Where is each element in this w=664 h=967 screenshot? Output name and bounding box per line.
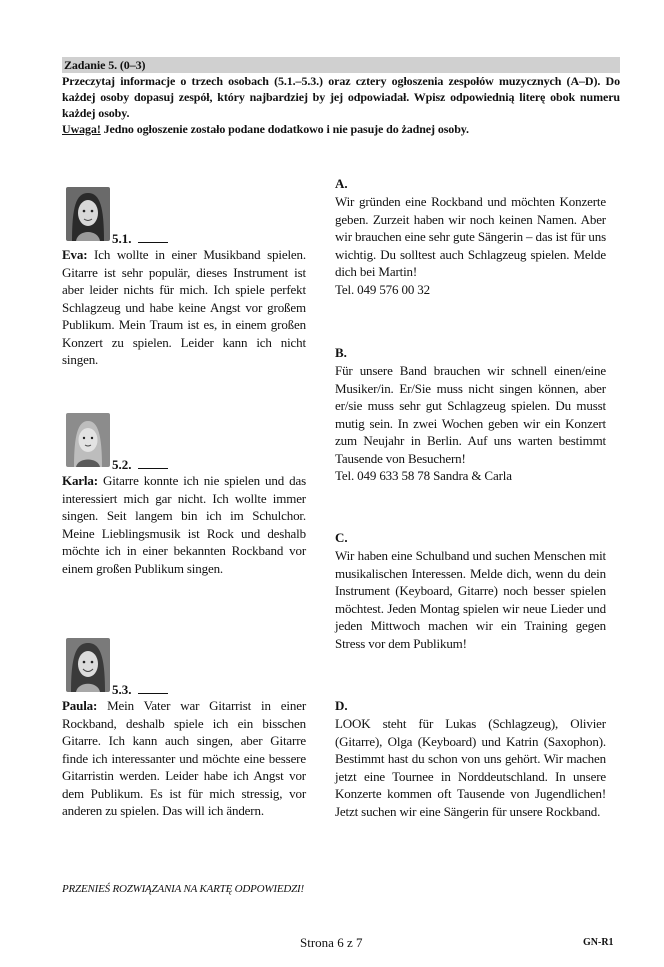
answer-blank[interactable]: [138, 683, 168, 694]
question-number: 5.2.: [112, 457, 132, 472]
paula-photo: [66, 638, 110, 692]
exam-code: GN-R1: [583, 937, 614, 948]
question-number: 5.1.: [112, 231, 132, 246]
page-number: Strona 6 z 7: [300, 935, 363, 950]
ad-d: [335, 715, 606, 820]
ad-letter-d: D.: [335, 698, 348, 713]
ad-text: Wir gründen eine Rockband und möchten Konzerte geben. Zurzeit haben wir noch keinen Namen. Aber wir brauchen eine sehr gute Sängerin – das ist für uns wichtig. Du solltest auch Schlagzeug spielen. Melde dich bei Martin!: [335, 194, 606, 279]
task-title: Zadanie 5. (0–3): [62, 57, 620, 73]
ad-phone: Tel. 049 576 00 32: [335, 281, 430, 297]
answer-slot-5-3[interactable]: [112, 682, 168, 698]
task-note: [62, 121, 620, 137]
note-label: Uwaga!: [62, 122, 101, 136]
person-description: Ich wollte in einer Musikband spielen. Gitarre ist sehr populär, dieses Instrument ist aber leider nichts für mich. Ich spiele perfekt Schlagzeug und habe keine Angst vor großem Publikum. Mein Traum ist es, in einem großen Konzert zu spielen. Leider kann ich nicht singen.: [62, 247, 306, 367]
answer-blank[interactable]: [138, 458, 168, 469]
answer-slot-5-1[interactable]: [112, 231, 168, 247]
person-name: Eva:: [62, 247, 88, 262]
ad-text: Wir haben eine Schulband und suchen Menschen mit musikalischen Interessen. Melde dich, wenn du dein Instrument (Keyboard, Gitarre) noch besser spielen möchtest. Jeden Montag spielen wir neue Lieder und jeden Mittwoch machen wir ein Training gegen Stress vor dem Publikum!: [335, 548, 606, 651]
person-text-eva: [62, 246, 306, 369]
person-name: Paula:: [62, 698, 98, 713]
ad-phone: Tel. 049 633 58 78 Sandra & Carla: [335, 468, 512, 483]
ad-b: [335, 362, 606, 485]
task-header: [62, 57, 620, 137]
task-instruction: Przeczytaj informacje o trzech osobach (5.1.–5.3.) oraz cztery ogłoszenia zespołów muzycznych (A–D). Do każdej osoby dopasuj zespół, który najbardziej by jej odpowiadał. Wpisz odpowiednią literę obok numeru każdej osoby.: [62, 74, 620, 120]
karla-photo: [66, 413, 110, 467]
ad-c: [335, 547, 606, 652]
person-text-paula: [62, 697, 306, 820]
transfer-answers-note: PRZENIEŚ ROZWIĄZANIA NA KARTĘ ODPOWIEDZI!: [62, 883, 304, 895]
person-description: Gitarre konnte ich nie spielen und das interessiert mich gar nicht. Ich wollte immer singen. Seit langem bin ich im Schulchor. Meine Lieblingsmusik ist Rock und deshalb möchte ich in einer bekannten Rockband vor einem großen Publikum singen.: [62, 473, 306, 576]
answer-blank[interactable]: [138, 232, 168, 243]
ad-letter-b: B.: [335, 345, 347, 360]
person-description: Mein Vater war Gitarrist in einer Rockband, deshalb spiele ich ein bisschen Gitarre. Ich kann auch singen, aber Gitarre finde ich interessanter und möchte eine bessere Gitarristin werden. Leider habe ich Angst vor dem Publikum. Es ist für mich stressig, vor anderen zu spielen. Das will ich ändern.: [62, 698, 306, 818]
note-text: Jedno ogłoszenie zostało podane dodatkowo i nie pasuje do żadnej osoby.: [100, 122, 469, 136]
ad-a: [335, 193, 606, 298]
person-text-karla: [62, 472, 306, 577]
eva-photo: [66, 187, 110, 241]
ad-text: LOOK steht für Lukas (Schlagzeug), Olivier (Gitarre), Olga (Keyboard) und Katrin (Saxophon). Bestimmt hast du schon von uns gehört. Wir machen jetzt eine Tournee in Norddeutschland. In unsere Konzerte kommen oft Tausende von Jugendlichen! Jetzt suchen wir eine Sängerin für unsere Rockband.: [335, 716, 606, 819]
ad-letter-a: A.: [335, 176, 348, 191]
question-number: 5.3.: [112, 682, 132, 697]
person-name: Karla:: [62, 473, 98, 488]
ad-letter-c: C.: [335, 530, 348, 545]
ad-text: Für unsere Band brauchen wir schnell einen/eine Musiker/in. Er/Sie muss nicht singen können, aber er/sie muss sehr gut Schlagzeug spielen. Du musst mutig sein. In zwei Wochen geben wir ein Konzert zum Neujahr in Berlin. Auf uns warten bestimmt Tausende von Besuchern!: [335, 363, 606, 466]
answer-slot-5-2[interactable]: [112, 457, 168, 473]
